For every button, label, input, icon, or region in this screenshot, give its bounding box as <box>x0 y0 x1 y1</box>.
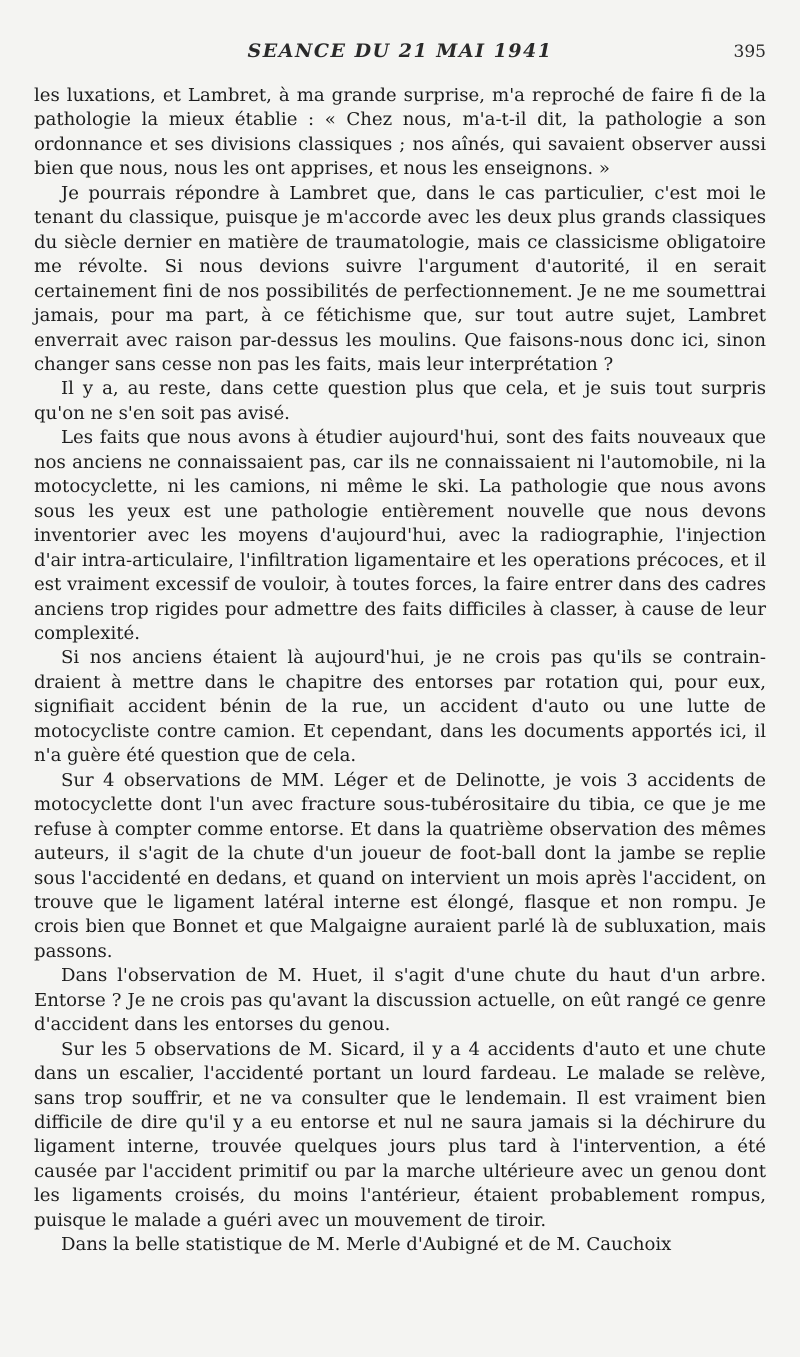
paragraph-8: Sur les 5 observations de M. Sicard, il y a 4 accidents d'auto et une chute dans un escalier, l'accidenté portant un lourd fardeau. Le malade se relève, sans trop souffrir, et ne va consulter que le lendemain. Il est vraiment bien difficile de dire qu'il y a eu entorse et nul ne saura jamais si la déchirure du ligament interne, trouvée quelques jours plus tard à l'intervention, a été causée par l'accident primitif ou par la marche ultérieure avec un genou dont les ligaments croisés, du moins l'antérieur, étaient probablement rompus, puisque le malade a guéri avec un mouvement de tiroir. <box>34 1038 766 1231</box>
paragraph-2: Je pourrais répondre à Lambret que, dans le cas particulier, c'est moi le tenant du classique, puisque je m'accorde avec les deux plus grands classiques du siècle dernier en matière de traumatologie, mais ce classicisme obligatoire me révolte. Si nous devions suivre l'argument d'autorité, il en serait certainement fini de nos possibilités de perfectionnement. Je ne me soumettrai jamais, pour ma part, à ce fétichisme que, sur tout autre sujet, Lambret enverrait avec raison par-dessus les moulins. Que faisons-nous donc ici, sinon changer sans cesse non pas les faits, mais leur interprétation ? <box>34 182 766 375</box>
paragraph-7: Dans l'observation de M. Huet, il s'agit d'une chute du haut d'un arbre. Entorse ? Je ne crois pas qu'avant la discussion actuelle, on eût rangé ce genre d'accident dans les entorses du genou. <box>34 965 766 1036</box>
journal-page <box>34 36 766 1336</box>
paragraph-9: Dans la belle statistique de M. Merle d'Aubigné et de M. Cauchoix <box>61 1234 672 1256</box>
paragraph-1: les luxations, et Lambret, à ma grande surprise, m'a reproché de faire fi de la pathologie la mieux établie : « Chez nous, m'a-t-il dit, la pathologie a son ordonnance et ses divisions classiques ; nos aînés, qui savaient observer aussi bien que nous, nous les ont apprises, et nous les enseignons. » <box>34 85 766 180</box>
page-number: 395 <box>733 42 766 62</box>
running-head <box>34 36 766 72</box>
paragraph-3: Il y a, au reste, dans cette question plus que cela, et je suis tout surpris qu'on ne s'en soit pas avisé. <box>34 378 766 424</box>
paragraph-5: Si nos anciens étaient là aujourd'hui, je ne crois pas qu'ils se contraindraient à mettre dans le chapitre des entorses par rotation qui, pour eux, signifiait accident bénin de la rue, un accident d'auto ou une lutte de motocycliste contre camion. Et cependant, dans les documents apportés ici, il n'a guère été question que de cela. <box>34 647 766 767</box>
running-title: SEANCE DU 21 MAI 1941 <box>247 40 553 62</box>
body-text <box>34 84 766 1258</box>
paragraph-4: Les faits que nous avons à étudier aujourd'hui, sont des faits nouveaux que nos anciens ne connaissaient pas, car ils ne connaissaient ni l'automobile, ni la motocyclette, ni les camions, ni même le ski. La pathologie que nous avons sous les yeux est une pathologie entièrement nouvelle que nous devons inventorier avec les moyens d'aujourd'hui, avec la radiographie, l'injection d'air intra-articulaire, l'infiltration ligamentaire et les operations précoces, et il est vraiment excessif de vouloir, à toutes forces, la faire entrer dans des cadres anciens trop rigides pour admettre des faits difficiles à classer, à cause de leur complexité. <box>34 427 766 644</box>
paragraph-6: Sur 4 observations de MM. Léger et de Delinotte, je vois 3 accidents de motocyclette dont l'un avec fracture sous-tubérositaire du tibia, ce que je me refuse à compter comme entorse. Et dans la quatrième observation des mêmes auteurs, il s'agit de la chute d'un joueur de foot-ball dont la jambe se replie sous l'accidenté en dedans, et quand on intervient un mois après l'accident, on trouve que le ligament latéral interne est élongé, flasque et non rompu. Je crois bien que Bonnet et que Malgaigne auraient parlé là de subluxation, mais passons. <box>34 769 766 962</box>
